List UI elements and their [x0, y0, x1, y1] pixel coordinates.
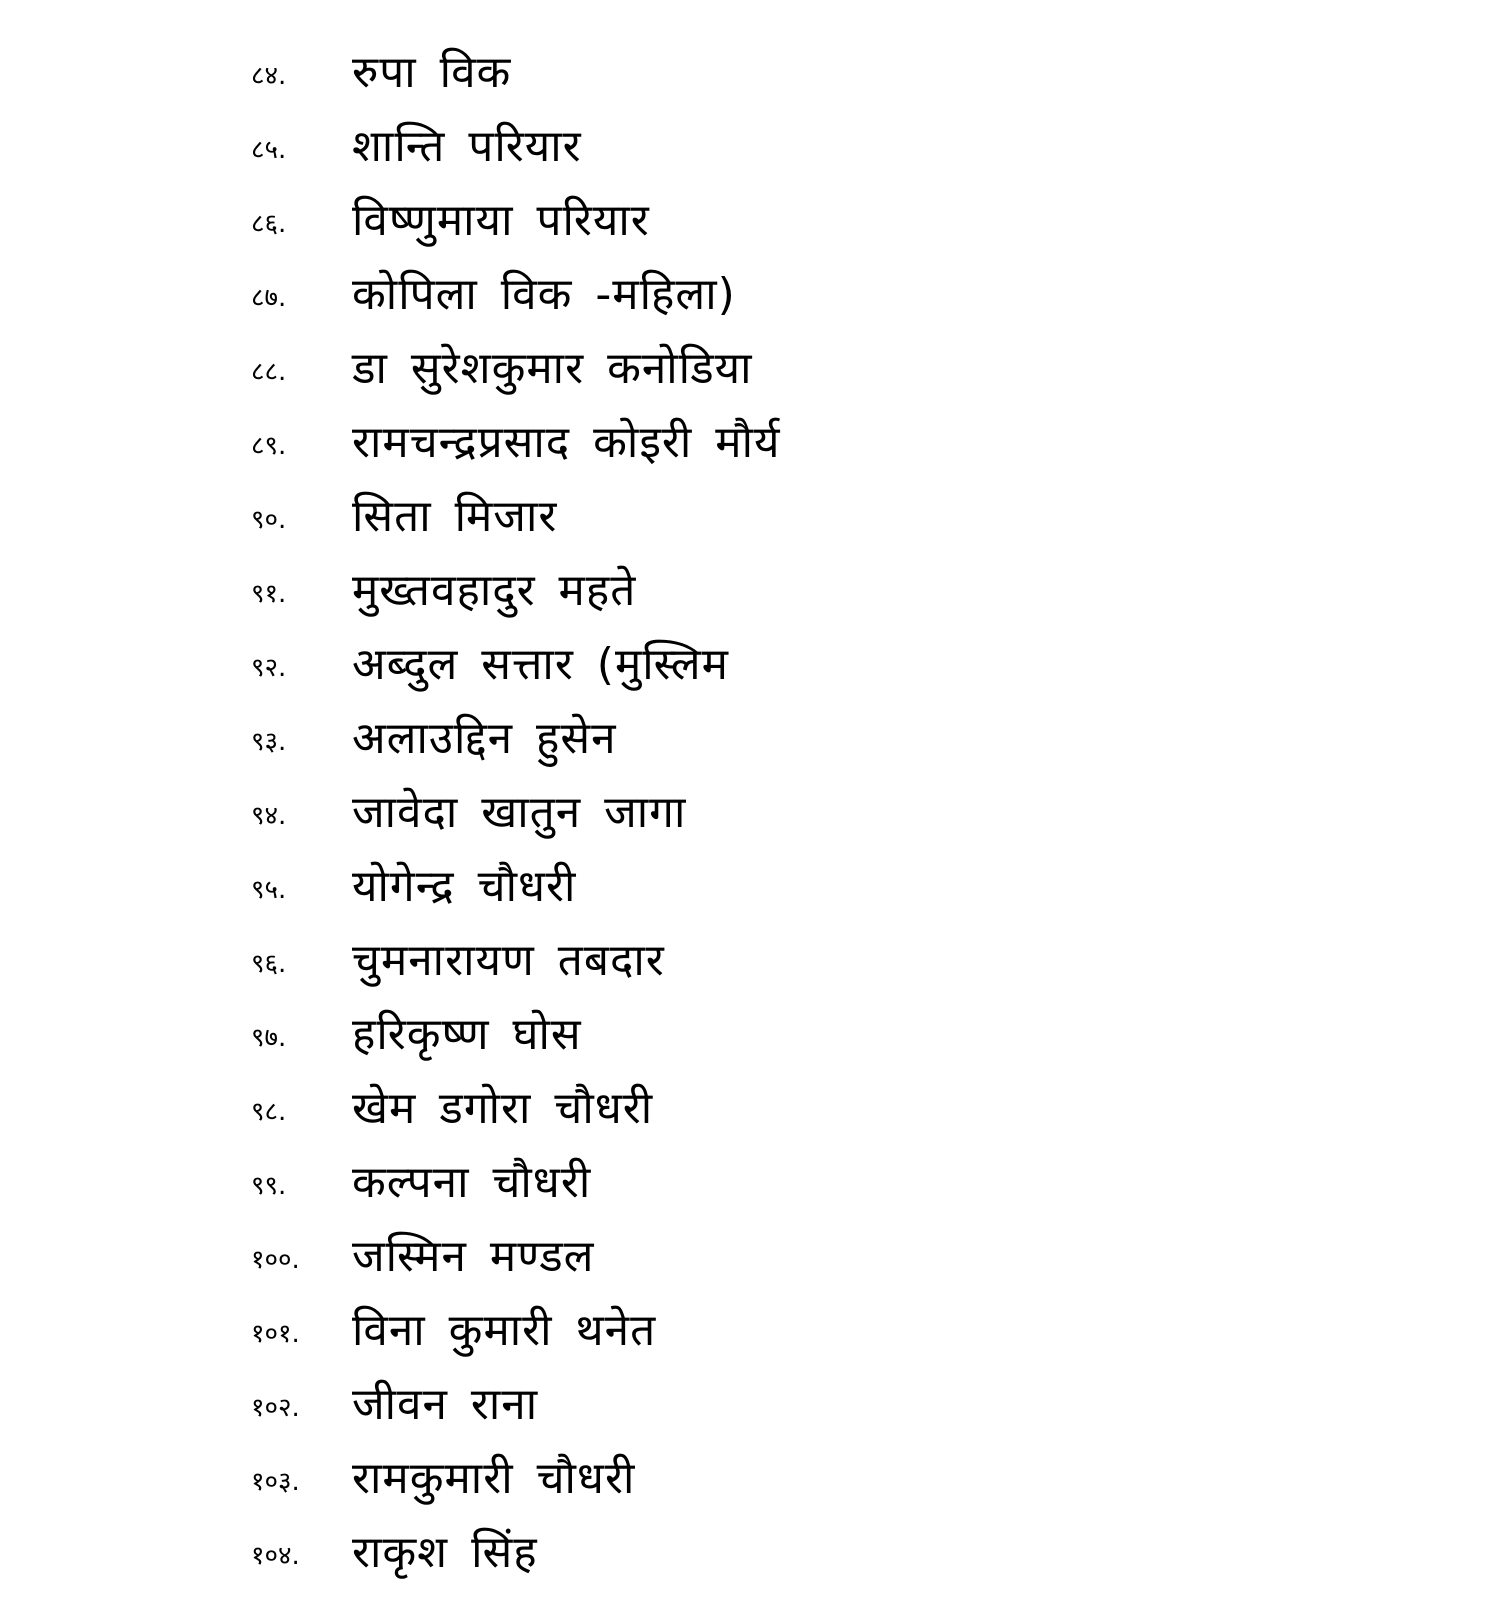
list-item [251, 924, 781, 998]
list-item-number: ९७. [251, 1023, 287, 1053]
list-item-name: खेम डगोरा चौधरी [352, 1083, 654, 1134]
list-item [251, 480, 781, 554]
name-list [251, 36, 781, 1590]
list-item-name: डा सुरेशकुमार कनोडिया [352, 343, 753, 394]
list-item [251, 1368, 781, 1442]
list-item-number: ९८. [251, 1097, 287, 1127]
list-item-number: १०४. [251, 1541, 300, 1571]
list-item-name: विष्णुमाया परियार [352, 195, 650, 246]
list-item-number: ९२. [251, 653, 287, 683]
list-item-number: ८५. [251, 135, 287, 165]
list-item-number: ८८. [251, 357, 287, 387]
list-item-name: जावेदा खातुन जागा [352, 787, 687, 838]
list-item [251, 184, 781, 258]
list-item-number: ८४. [251, 61, 287, 91]
list-item-name: योगेन्द्र चौधरी [352, 861, 577, 912]
list-item [251, 406, 781, 480]
list-item [251, 1294, 781, 1368]
list-item-name: अलाउद्दिन हुसेन [352, 713, 617, 764]
list-item [251, 776, 781, 850]
list-item-number: ९५. [251, 875, 287, 905]
list-item-name: शान्ति परियार [352, 121, 582, 172]
list-item-name: विना कुमारी थनेत [352, 1305, 657, 1356]
list-item [251, 36, 781, 110]
list-item [251, 1146, 781, 1220]
list-item-number: ९९. [251, 1171, 287, 1201]
list-item-name: सिता मिजार [352, 491, 558, 542]
list-item-name: चुमनारायण तबदार [352, 935, 665, 986]
list-item [251, 332, 781, 406]
list-item-name: कल्पना चौधरी [352, 1157, 592, 1208]
list-item-name: अब्दुल सत्तार (मुस्लिम [352, 639, 729, 690]
list-item-name: रामकुमारी चौधरी [352, 1453, 636, 1504]
list-item [251, 1220, 781, 1294]
list-item [251, 1442, 781, 1516]
list-item [251, 702, 781, 776]
list-item-name: हरिकृष्ण घोस [352, 1009, 582, 1060]
list-item-number: १०३. [251, 1467, 300, 1497]
list-item-name: राकृश सिंह [352, 1527, 538, 1578]
list-item-name: जस्मिन मण्डल [352, 1231, 595, 1282]
list-item-number: ९६. [251, 949, 287, 979]
list-item [251, 1072, 781, 1146]
list-item-name: मुख्तवहादुर महते [352, 565, 637, 616]
list-item [251, 554, 781, 628]
list-item-number: ९३. [251, 727, 287, 757]
list-item-number: १०२. [251, 1393, 300, 1423]
list-item-number: ८६. [251, 209, 287, 239]
list-item-number: ९१. [251, 579, 287, 609]
list-item-name: रुपा विक [352, 47, 512, 98]
list-item [251, 998, 781, 1072]
list-item-number: ९०. [251, 505, 287, 535]
list-item-number: ८९. [251, 431, 287, 461]
list-item-name: कोपिला विक -महिला) [352, 269, 736, 320]
list-item [251, 1516, 781, 1590]
list-item-number: १०१. [251, 1319, 300, 1349]
list-item-number: ८७. [251, 283, 287, 313]
list-item-name: जीवन राना [352, 1379, 539, 1430]
list-item-number: ९४. [251, 801, 287, 831]
list-item [251, 258, 781, 332]
list-item [251, 110, 781, 184]
list-item [251, 850, 781, 924]
list-item-number: १००. [251, 1245, 300, 1275]
list-item-name: रामचन्द्रप्रसाद कोइरी मौर्य [352, 417, 781, 468]
list-item [251, 628, 781, 702]
